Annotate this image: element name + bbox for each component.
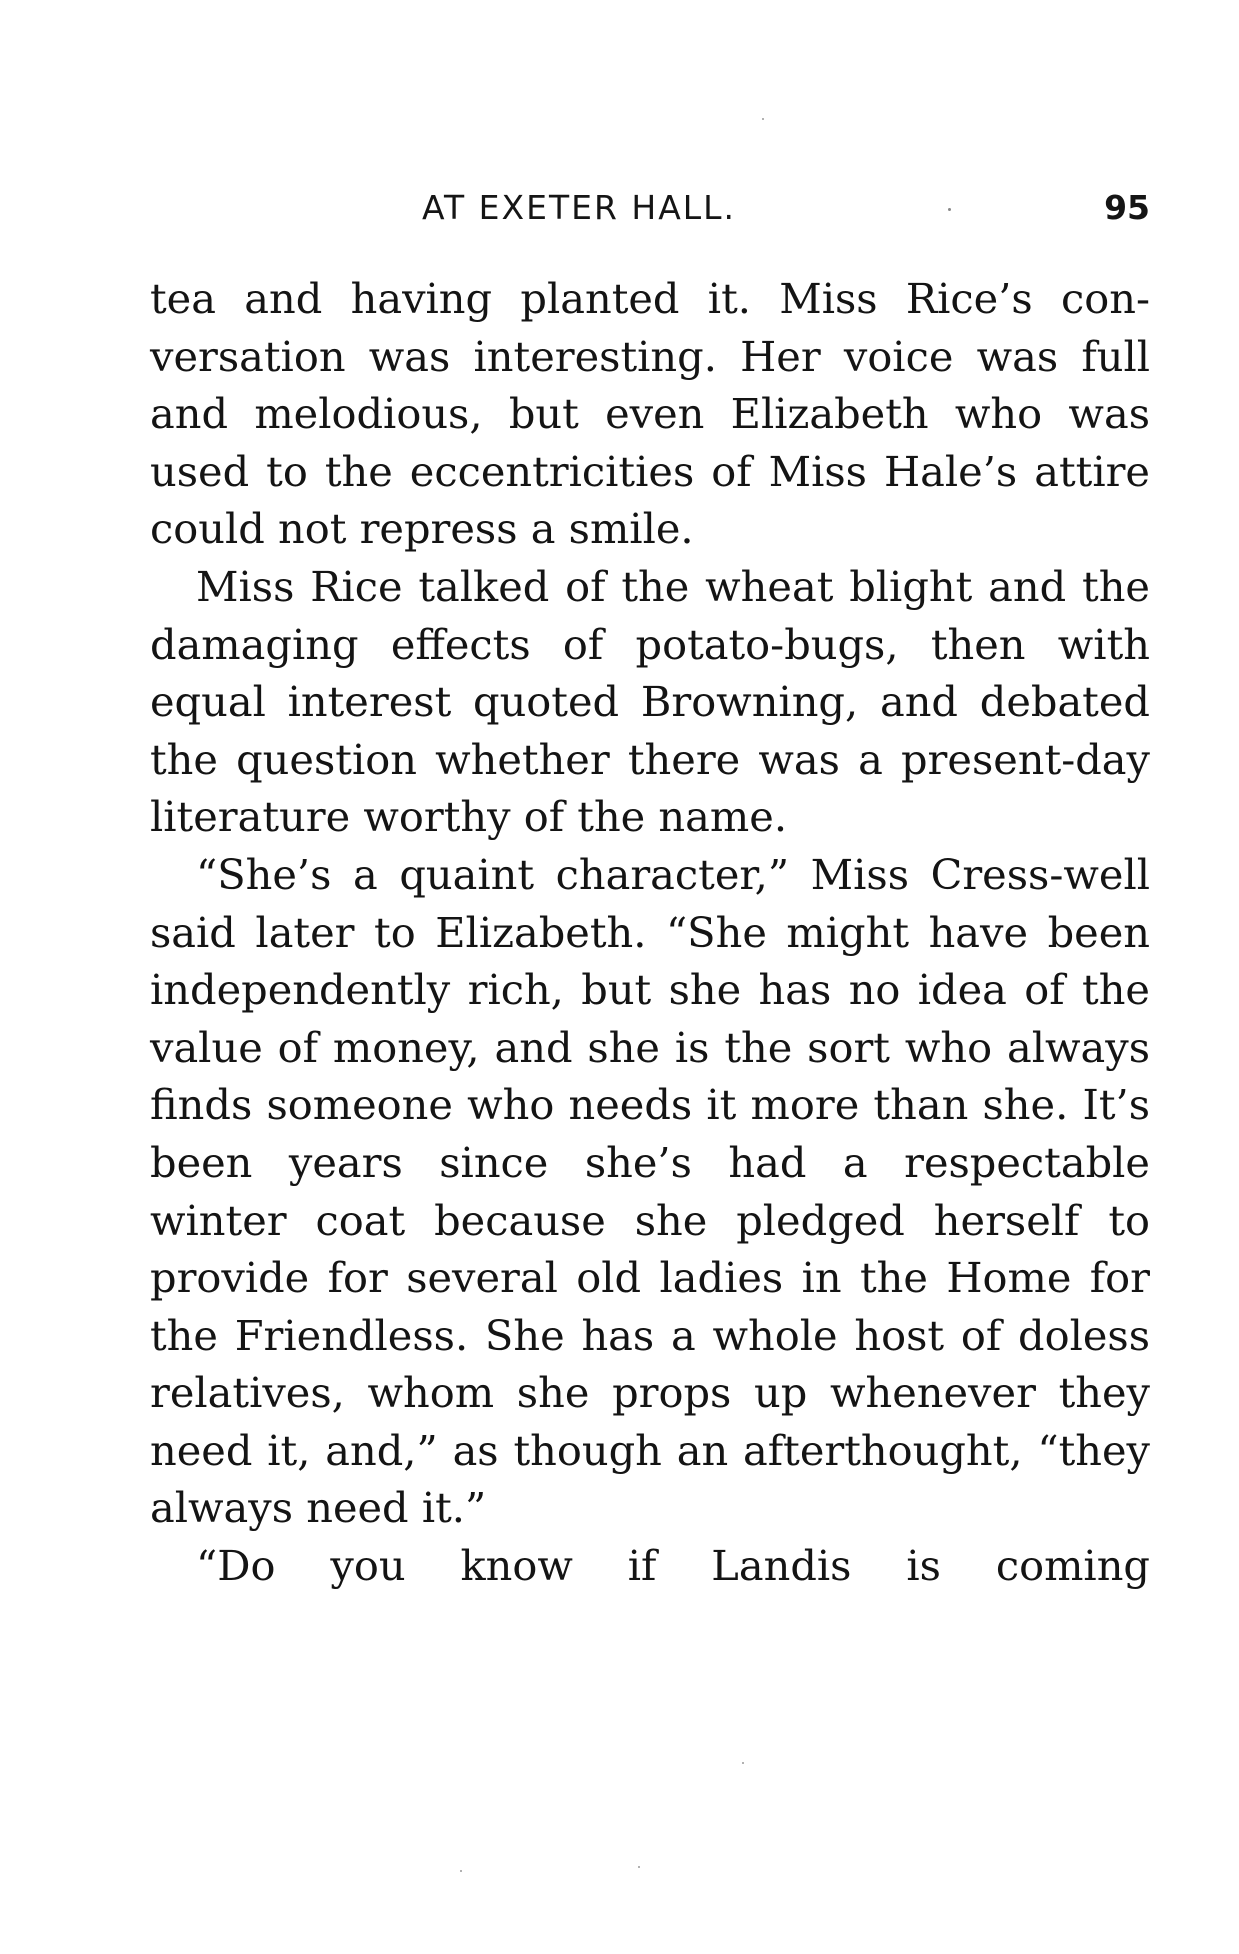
page-number: 95 [1104, 188, 1150, 227]
paper-speck [638, 1866, 640, 1868]
page-body [150, 270, 1150, 1595]
paragraph-1: tea and having planted it. Miss Rice’s con-versation was interesting. Her voice was full and melodious, but even Elizabeth who was used to the eccentricities of Miss Hale’s attire could not repress a smile. [150, 274, 1150, 554]
paragraph-3: “She’s a quaint character,” Miss Cress-well said later to Elizabeth. “She might have been independently rich, but she has no idea of the value of money, and she is the sort who always finds someone who needs it more than she. It’s been years since she’s had a respectable winter coat because she pledged herself to provide for several old ladies in the Home for the Friendless. She has a whole host of doless relatives, whom she props up whenever they need it, and,” as though an afterthought, “they always need it.” [150, 849, 1150, 1533]
printer-speck [948, 208, 951, 211]
running-head [150, 188, 1150, 238]
paragraph-4: “Do you know if Landis is coming [196, 1541, 1150, 1591]
paragraph-2: Miss Rice talked of the wheat blight and the damaging effects of potato-bugs, then with equal interest quoted Browning, and debated the question whether there was a present-day literature worthy of the name. [150, 561, 1150, 842]
paper-speck [460, 1870, 462, 1872]
running-title: AT EXETER HALL. [422, 188, 737, 227]
paper-speck [762, 118, 764, 120]
paper-speck [742, 1762, 744, 1764]
